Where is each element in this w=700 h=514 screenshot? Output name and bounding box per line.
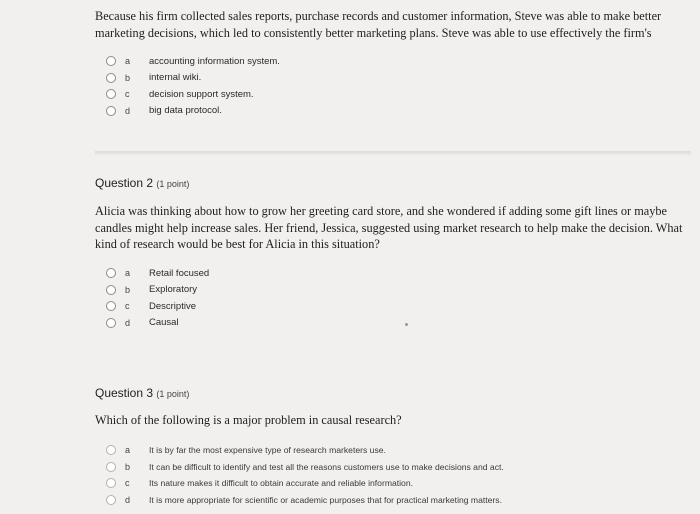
q1-options (106, 53, 280, 119)
option-letter: c (125, 301, 130, 312)
radio-button[interactable] (106, 495, 116, 505)
q3-heading (95, 386, 189, 400)
q2-option-b[interactable] (106, 282, 209, 299)
option-text: internal wiki. (149, 72, 202, 84)
question-title: Question 3 (95, 386, 154, 400)
option-letter: c (125, 89, 130, 100)
q3-option-b[interactable] (106, 459, 504, 476)
q3-stem: Which of the following is a major problem in causal research? (95, 413, 402, 427)
q3-option-d[interactable] (106, 492, 504, 509)
question-points: (1 point) (156, 179, 190, 189)
option-text: Its nature makes it difficult to obtain accurate and reliable information. (149, 478, 414, 489)
option-text: decision support system. (149, 88, 254, 100)
option-letter: d (125, 317, 131, 328)
radio-button[interactable] (106, 285, 116, 295)
option-text: Retail focused (149, 267, 210, 279)
q3-options (106, 442, 504, 508)
question-title: Question 2 (95, 176, 154, 190)
option-text: It can be difficult to identify and test all the reasons customers use to make decisions and act. (149, 461, 504, 472)
radio-button[interactable] (106, 268, 116, 278)
radio-button[interactable] (106, 445, 116, 455)
q1-option-d[interactable] (106, 103, 280, 120)
option-letter: d (125, 105, 131, 116)
q2-option-c[interactable] (106, 298, 209, 315)
q2-stem: Alicia was thinking about how to grow her greeting card store, and she wondered if adding some gift lines or maybe candles might help increase sales. Her friend, Jessica, suggested using market research to help make the decision. What kind of research would be best for Alicia in this situation? (95, 204, 683, 251)
question-divider (95, 151, 691, 155)
q2-options (106, 265, 209, 331)
radio-button[interactable] (106, 106, 116, 116)
option-letter: c (125, 478, 130, 489)
cursor-dot (405, 323, 408, 326)
question-points: (1 point) (156, 389, 190, 399)
option-text: Exploratory (149, 284, 198, 296)
option-text: It is more appropriate for scientific or academic purposes that for practical marketing matters. (149, 494, 502, 505)
option-letter: d (125, 494, 131, 505)
option-letter: b (125, 461, 131, 472)
radio-button[interactable] (106, 56, 116, 66)
option-text: It is by far the most expensive type of research marketers use. (149, 445, 386, 456)
q1-option-b[interactable] (106, 70, 280, 87)
option-text: Causal (149, 317, 179, 329)
option-text: Descriptive (149, 300, 196, 312)
option-letter: b (125, 284, 131, 295)
radio-button[interactable] (106, 301, 116, 311)
q2-option-d[interactable] (106, 315, 209, 332)
q2-heading (95, 176, 189, 190)
option-text: big data protocol. (149, 105, 222, 117)
option-letter: a (125, 445, 131, 456)
q3-option-c[interactable] (106, 475, 504, 492)
option-text: accounting information system. (149, 55, 280, 67)
radio-button[interactable] (106, 462, 116, 472)
q1-option-c[interactable] (106, 86, 280, 103)
option-letter: a (125, 268, 131, 279)
q2-option-a[interactable] (106, 265, 209, 282)
option-letter: a (125, 56, 131, 67)
q1-stem: Because his firm collected sales reports, purchase records and customer information, Steve was able to make better marketing decisions, which led to consistently better marketing plans. Steve was able to use effectively the firm's (95, 9, 662, 40)
radio-button[interactable] (106, 478, 116, 488)
radio-button[interactable] (106, 73, 116, 83)
option-letter: b (125, 72, 131, 83)
q3-option-a[interactable] (106, 442, 504, 459)
q1-option-a[interactable] (106, 53, 280, 70)
radio-button[interactable] (106, 89, 116, 99)
radio-button[interactable] (106, 318, 116, 328)
